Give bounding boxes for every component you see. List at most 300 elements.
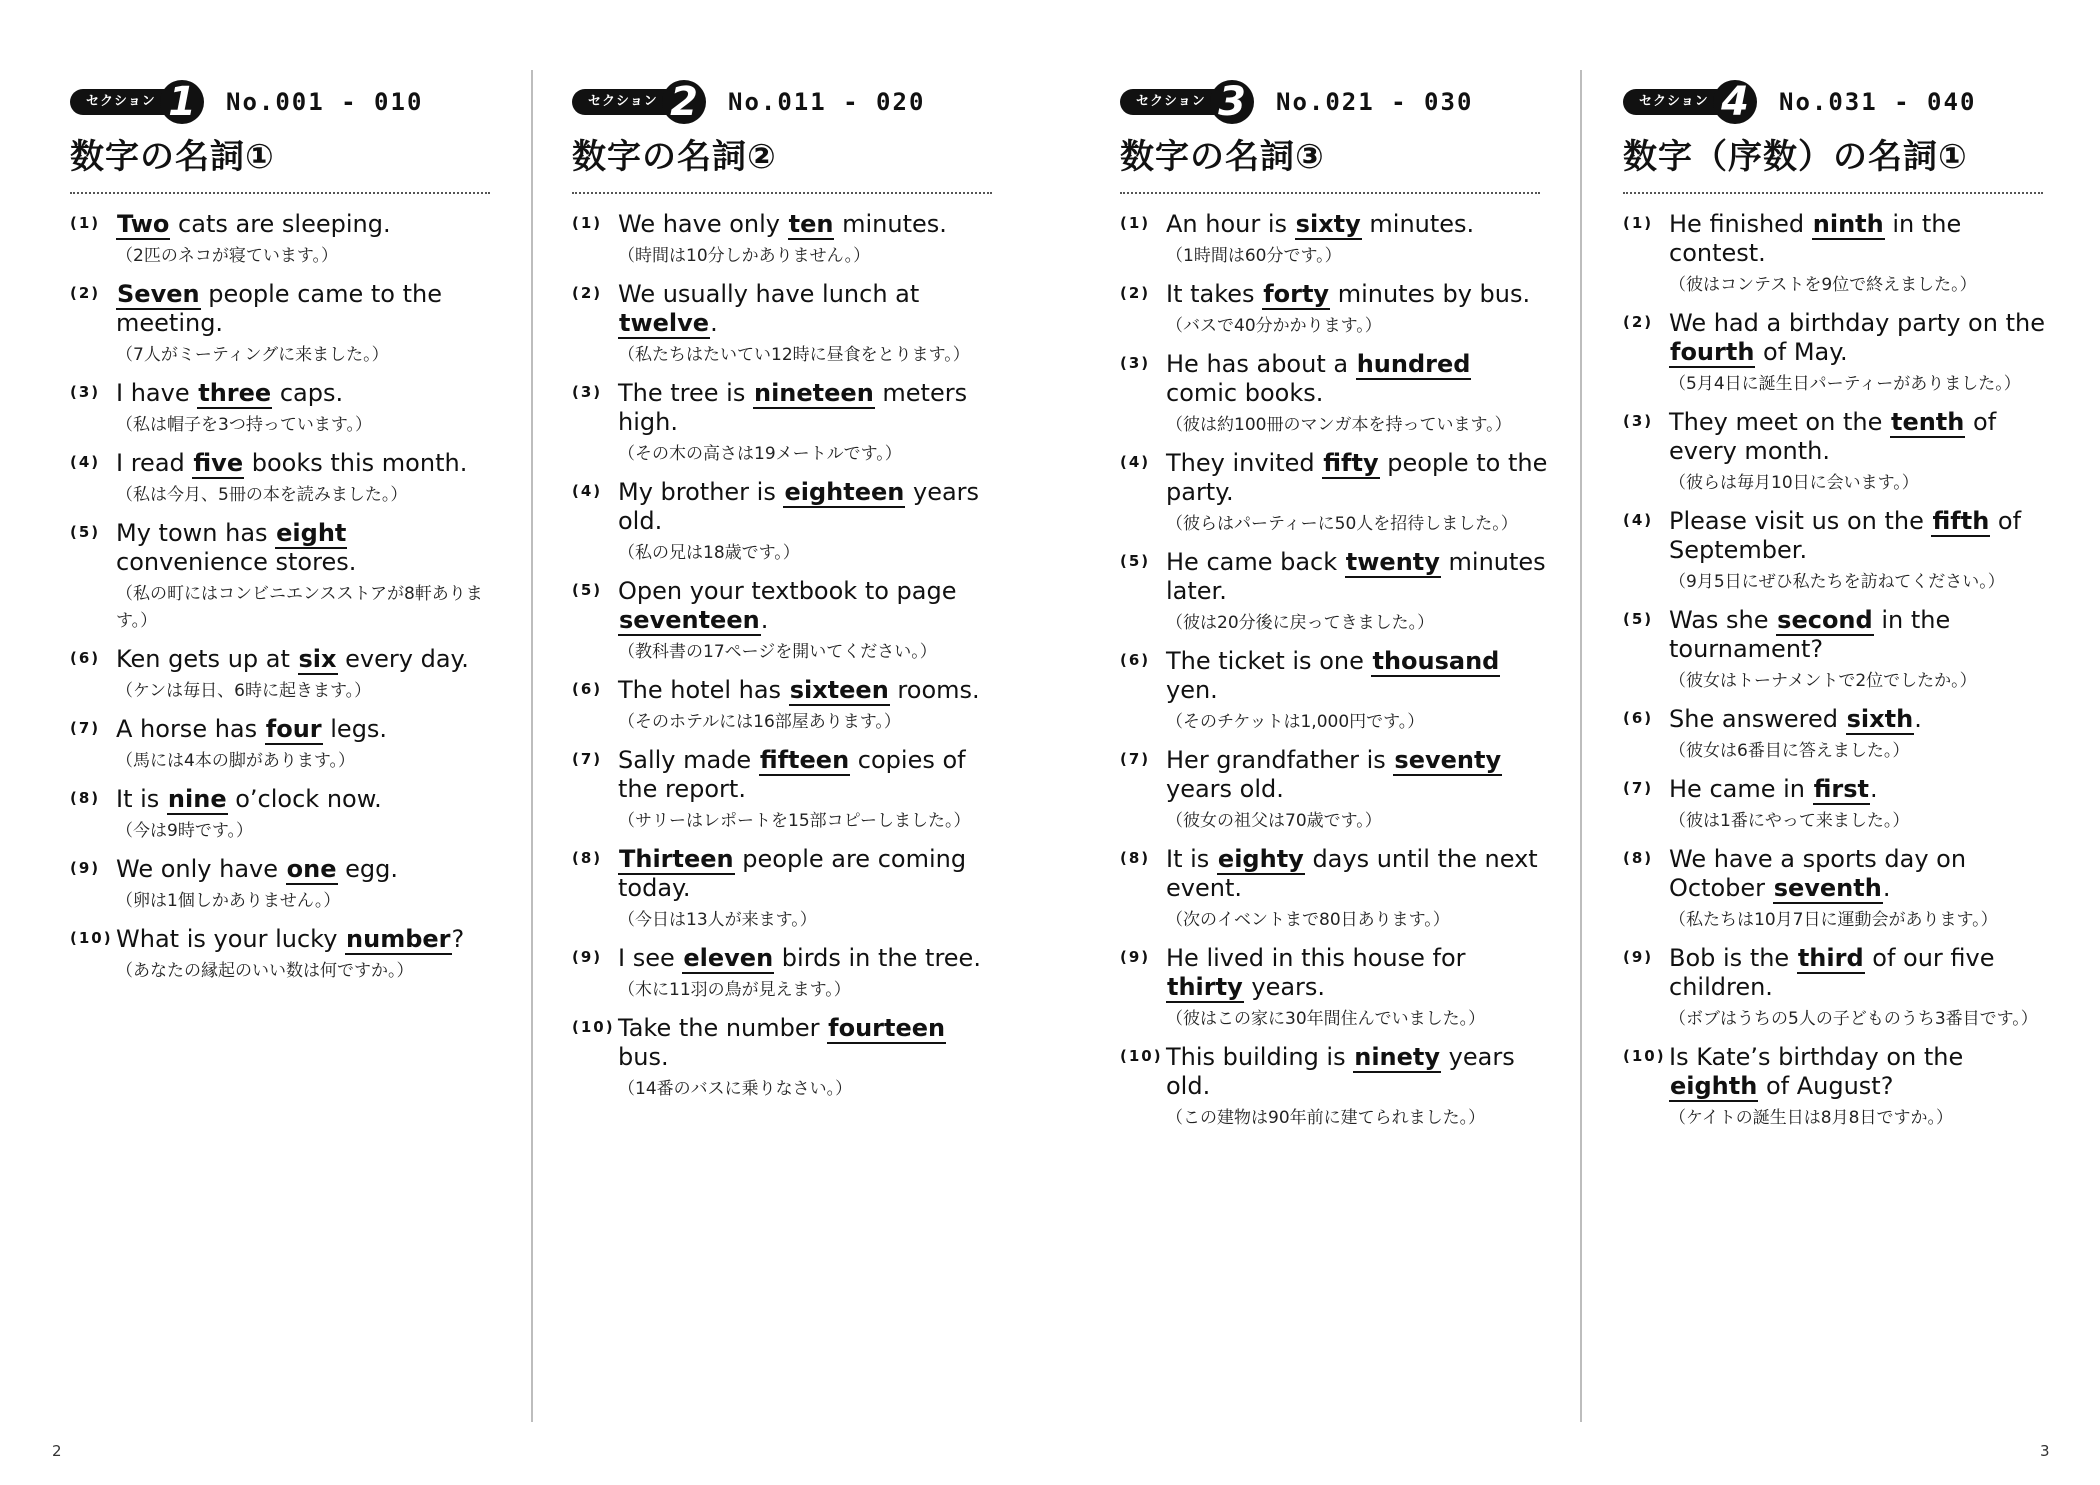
- english-sentence: [1166, 280, 1550, 309]
- item-number: (2): [1120, 284, 1151, 302]
- section-number: 1: [160, 80, 204, 124]
- item-number: (8): [1623, 849, 1654, 867]
- japanese-translation: （ケンは毎日、6時に起きます。）: [116, 681, 372, 701]
- english-sentence: [1669, 845, 2053, 903]
- item-number: (4): [1623, 511, 1654, 529]
- english-sentence: [116, 449, 500, 478]
- sentence-before: He came back: [1166, 548, 1345, 576]
- section-title: 数字（序数）の名詞①: [1623, 137, 1968, 177]
- section-header: [1623, 79, 2053, 125]
- japanese-translation: （彼は1番にやって来ました。）: [1669, 811, 1910, 831]
- sentence-before: He has about a: [1166, 350, 1356, 378]
- answer-word: second: [1777, 606, 1873, 634]
- sentence-after: in the contest.: [1669, 210, 1962, 267]
- answer-word: one: [286, 855, 337, 883]
- answer-word: ten: [788, 210, 834, 238]
- sentence-before: It is: [116, 785, 167, 813]
- item-number: (4): [70, 453, 101, 471]
- item-number: (4): [572, 482, 603, 500]
- item-number: (6): [1623, 709, 1654, 727]
- list-item: [1623, 1043, 2053, 1132]
- section-title: 数字の名詞③: [1120, 137, 1325, 177]
- answer-word: thirty: [1167, 973, 1243, 1001]
- sentence-after: o’clock now.: [227, 785, 382, 813]
- item-number: (1): [70, 214, 101, 232]
- sentence-before: A horse has: [116, 715, 265, 743]
- answer-word: Seven: [117, 280, 200, 308]
- list-item: [1120, 350, 1550, 439]
- section-column: [1623, 79, 2053, 1142]
- japanese-translation: （彼らはパーティーに50人を招待しました。）: [1166, 514, 1518, 534]
- list-item: [1623, 408, 2053, 497]
- list-item: [1623, 845, 2053, 934]
- english-sentence: [1166, 746, 1550, 804]
- sentence-before: We usually have lunch at: [618, 280, 920, 308]
- list-item: [1120, 548, 1550, 637]
- english-sentence: [618, 478, 1002, 536]
- sentence-before: What is your lucky: [116, 925, 346, 953]
- list-item: [572, 845, 1002, 934]
- item-number: (3): [1623, 412, 1654, 430]
- sentence-after: meters high.: [618, 379, 968, 436]
- list-item: [572, 280, 1002, 369]
- section-range: No.011 - 020: [728, 88, 926, 116]
- section-column: [572, 79, 1002, 1113]
- english-sentence: [1669, 309, 2053, 367]
- english-sentence: [618, 676, 1002, 705]
- japanese-translation: （彼女の祖父は70歳です。）: [1166, 811, 1382, 831]
- section-range: No.031 - 040: [1779, 88, 1977, 116]
- sentence-before: They invited: [1166, 449, 1323, 477]
- answer-word: fifteen: [759, 746, 850, 774]
- sentence-after: years old.: [1166, 775, 1284, 803]
- sentence-before: My town has: [116, 519, 276, 547]
- item-list: [1120, 210, 1550, 1132]
- list-item: [1623, 210, 2053, 299]
- sentence-before: I see: [618, 944, 683, 972]
- japanese-translation: （彼女は6番目に答えました。）: [1669, 741, 1910, 761]
- japanese-translation: （時間は10分しかありません。）: [618, 246, 871, 266]
- list-item: [70, 280, 500, 369]
- item-number: (6): [572, 680, 603, 698]
- item-number: (10): [1623, 1047, 1666, 1065]
- english-sentence: [116, 519, 500, 577]
- section-badge-label: セクション: [572, 89, 682, 115]
- dotted-divider: [70, 192, 490, 194]
- answer-word: eighty: [1217, 845, 1304, 873]
- sentence-before: Her grandfather is: [1166, 746, 1394, 774]
- japanese-translation: （私の町にはコンビニエンスストアが8軒あります。）: [116, 584, 483, 631]
- japanese-translation: （9月5日にぜひ私たちを訪ねてください。）: [1669, 572, 2005, 592]
- answer-word: fifth: [1932, 507, 1990, 535]
- sentence-before: I read: [116, 449, 193, 477]
- japanese-translation: （この建物は90年前に建てられました。）: [1166, 1108, 1486, 1128]
- japanese-translation: （2匹のネコが寝ています。）: [116, 246, 338, 266]
- answer-word: four: [265, 715, 322, 743]
- english-sentence: [116, 785, 500, 814]
- sentence-before: I have: [116, 379, 198, 407]
- item-number: (8): [1120, 849, 1151, 867]
- japanese-translation: （彼らは毎月10日に会います。）: [1669, 473, 1919, 493]
- sentence-after: minutes later.: [1166, 548, 1546, 605]
- item-number: (7): [1623, 779, 1654, 797]
- japanese-translation: （あなたの縁起のいい数は何ですか。）: [116, 961, 414, 981]
- item-number: (1): [572, 214, 603, 232]
- answer-word: Thirteen: [619, 845, 734, 873]
- sentence-before: Sally made: [618, 746, 759, 774]
- japanese-translation: （私たちはたいてい12時に昼食をとります。）: [618, 345, 970, 365]
- item-number: (5): [70, 523, 101, 541]
- sentence-after: convenience stores.: [116, 548, 357, 576]
- list-item: [1120, 845, 1550, 934]
- sentence-after: cats are sleeping.: [170, 210, 391, 238]
- list-item: [70, 449, 500, 509]
- sentence-before: She answered: [1669, 705, 1846, 733]
- japanese-translation: （5月4日に誕生日パーティーがありました。）: [1669, 374, 2021, 394]
- japanese-translation: （私は今月、5冊の本を読みました。）: [116, 485, 408, 505]
- list-item: [1120, 1043, 1550, 1132]
- item-number: (5): [1623, 610, 1654, 628]
- item-number: (9): [1623, 948, 1654, 966]
- list-item: [70, 519, 500, 635]
- sentence-before: Is Kate’s birthday on the: [1669, 1043, 1964, 1071]
- page-number-left: 2: [52, 1442, 62, 1460]
- answer-word: number: [346, 925, 451, 953]
- section-badge-label: セクション: [1120, 89, 1230, 115]
- item-number: (7): [572, 750, 603, 768]
- japanese-translation: （彼女はトーナメントで2位でしたか。）: [1669, 671, 1977, 691]
- dotted-divider: [1623, 192, 2043, 194]
- list-item: [70, 785, 500, 845]
- item-number: (8): [572, 849, 603, 867]
- answer-word: eighteen: [784, 478, 905, 506]
- list-item: [572, 676, 1002, 736]
- sentence-after: people to the party.: [1166, 449, 1548, 506]
- item-number: (9): [1120, 948, 1151, 966]
- item-list: [1623, 210, 2053, 1132]
- sentence-before: This building is: [1166, 1043, 1354, 1071]
- english-sentence: [116, 210, 500, 239]
- japanese-translation: （14番のバスに乗りなさい。）: [618, 1079, 853, 1099]
- english-sentence: [1166, 944, 1550, 1002]
- item-number: (5): [1120, 552, 1151, 570]
- english-sentence: [116, 715, 500, 744]
- sentence-after: days until the next event.: [1166, 845, 1538, 902]
- list-item: [1120, 746, 1550, 835]
- list-item: [1120, 280, 1550, 340]
- japanese-translation: （馬には4本の脚があります。）: [116, 751, 355, 771]
- sentence-before: An hour is: [1166, 210, 1295, 238]
- dotted-divider: [1120, 192, 1540, 194]
- sentence-after: years.: [1243, 973, 1326, 1001]
- sentence-before: We only have: [116, 855, 286, 883]
- item-number: (6): [1120, 651, 1151, 669]
- item-number: (9): [572, 948, 603, 966]
- english-sentence: [116, 645, 500, 674]
- list-item: [1623, 775, 2053, 835]
- sentence-before: He lived in this house for: [1166, 944, 1466, 972]
- english-sentence: [116, 925, 500, 954]
- answer-word: ninety: [1354, 1043, 1441, 1071]
- item-number: (10): [572, 1018, 615, 1036]
- list-item: [572, 1014, 1002, 1103]
- item-number: (7): [1120, 750, 1151, 768]
- english-sentence: [618, 210, 1002, 239]
- answer-word: ninth: [1812, 210, 1884, 238]
- section-number: 4: [1713, 80, 1757, 124]
- sentence-after: legs.: [322, 715, 388, 743]
- item-number: (10): [70, 929, 113, 947]
- section-column: [1120, 79, 1550, 1142]
- english-sentence: [1669, 408, 2053, 466]
- list-item: [1120, 210, 1550, 270]
- english-sentence: [618, 280, 1002, 338]
- sentence-after: years old.: [1166, 1043, 1515, 1100]
- japanese-translation: （今は9時です。）: [116, 821, 253, 841]
- english-sentence: [1166, 647, 1550, 705]
- item-number: (5): [572, 581, 603, 599]
- item-number: (10): [1120, 1047, 1163, 1065]
- english-sentence: [116, 280, 500, 338]
- english-sentence: [1166, 1043, 1550, 1101]
- page-number-right: 3: [2040, 1442, 2050, 1460]
- english-sentence: [618, 577, 1002, 635]
- list-item: [1120, 647, 1550, 736]
- list-item: [70, 645, 500, 705]
- item-number: (2): [572, 284, 603, 302]
- sentence-after: egg.: [337, 855, 398, 883]
- sentence-after: minutes by bus.: [1330, 280, 1531, 308]
- japanese-translation: （バスで40分かかります。）: [1166, 316, 1382, 336]
- sentence-after: .: [1882, 874, 1891, 902]
- section-number: 3: [1210, 80, 1254, 124]
- sentence-before: They meet on the: [1669, 408, 1890, 436]
- english-sentence: [618, 379, 1002, 437]
- sentence-after: birds in the tree.: [774, 944, 981, 972]
- item-number: (3): [1120, 354, 1151, 372]
- item-list: [70, 210, 500, 985]
- list-item: [572, 379, 1002, 468]
- sentence-after: years old.: [618, 478, 980, 535]
- section-range: No.021 - 030: [1276, 88, 1474, 116]
- section-number: 2: [662, 80, 706, 124]
- sentence-before: He finished: [1669, 210, 1812, 238]
- answer-word: first: [1813, 775, 1870, 803]
- sentence-before: Ken gets up at: [116, 645, 298, 673]
- japanese-translation: （そのホテルには16部屋あります。）: [618, 712, 901, 732]
- list-item: [70, 925, 500, 985]
- sentence-after: yen.: [1166, 676, 1218, 704]
- answer-word: sixty: [1295, 210, 1361, 238]
- sentence-before: We have only: [618, 210, 788, 238]
- japanese-translation: （ケイトの誕生日は8月8日ですか。）: [1669, 1108, 1953, 1128]
- section-badge: [1120, 79, 1260, 125]
- section-badge-label: セクション: [70, 89, 180, 115]
- sentence-after: books this month.: [244, 449, 468, 477]
- sentence-after: .: [1870, 775, 1878, 803]
- answer-word: Two: [117, 210, 170, 238]
- list-item: [1120, 449, 1550, 538]
- english-sentence: [618, 746, 1002, 804]
- section-header: [70, 79, 500, 125]
- sentence-before: Was she: [1669, 606, 1777, 634]
- japanese-translation: （そのチケットは1,000円です。）: [1166, 712, 1425, 732]
- section-header: [572, 79, 1002, 125]
- sentence-before: It is: [1166, 845, 1217, 873]
- sentence-before: We have a sports day on October: [1669, 845, 1967, 902]
- sentence-before: The tree is: [618, 379, 753, 407]
- list-item: [572, 577, 1002, 666]
- sentence-after: caps.: [272, 379, 344, 407]
- answer-word: twenty: [1345, 548, 1440, 576]
- english-sentence: [618, 1014, 1002, 1072]
- list-item: [1623, 944, 2053, 1033]
- item-number: (1): [1120, 214, 1151, 232]
- answer-word: eighth: [1670, 1072, 1758, 1100]
- list-item: [70, 715, 500, 775]
- answer-word: fifty: [1323, 449, 1379, 477]
- answer-word: seventeen: [619, 606, 760, 634]
- section-badge: [572, 79, 712, 125]
- section-badge: [70, 79, 210, 125]
- sentence-after: of September.: [1669, 507, 2022, 564]
- sentence-after: .: [760, 606, 769, 634]
- answer-word: seventy: [1394, 746, 1502, 774]
- list-item: [1623, 309, 2053, 398]
- list-item: [1623, 705, 2053, 765]
- sentence-after: rooms.: [889, 676, 980, 704]
- section-badge: [1623, 79, 1763, 125]
- sentence-before: Bob is the: [1669, 944, 1797, 972]
- answer-word: tenth: [1890, 408, 1965, 436]
- sentence-after: of May.: [1755, 338, 1848, 366]
- answer-word: eleven: [683, 944, 774, 972]
- answer-word: hundred: [1356, 350, 1471, 378]
- sentence-after: ?: [451, 925, 465, 953]
- section-title: 数字の名詞②: [572, 137, 777, 177]
- answer-word: sixth: [1846, 705, 1914, 733]
- japanese-translation: （卵は1個しかありません。）: [116, 891, 341, 911]
- item-number: (7): [70, 719, 101, 737]
- japanese-translation: （サリーはレポートを15部コピーしました。）: [618, 811, 971, 831]
- answer-word: third: [1797, 944, 1864, 972]
- dotted-divider: [572, 192, 992, 194]
- sentence-after: of our five children.: [1669, 944, 1995, 1001]
- section-header: [1120, 79, 1550, 125]
- japanese-translation: （7人がミーティングに来ました。）: [116, 345, 389, 365]
- section-title: 数字の名詞①: [70, 137, 275, 177]
- japanese-translation: （私の兄は18歳です。）: [618, 543, 800, 563]
- answer-word: nine: [167, 785, 227, 813]
- answer-word: twelve: [619, 309, 710, 337]
- answer-word: nineteen: [753, 379, 874, 407]
- answer-word: seventh: [1773, 874, 1882, 902]
- answer-word: five: [193, 449, 244, 477]
- sentence-after: bus.: [618, 1043, 669, 1071]
- list-item: [1120, 944, 1550, 1033]
- list-item: [572, 478, 1002, 567]
- english-sentence: [1669, 705, 2053, 734]
- english-sentence: [1166, 548, 1550, 606]
- japanese-translation: （次のイベントまで80日あります。）: [1166, 910, 1450, 930]
- list-item: [70, 210, 500, 270]
- sentence-after: minutes.: [834, 210, 947, 238]
- answer-word: fourth: [1670, 338, 1755, 366]
- item-list: [572, 210, 1002, 1103]
- japanese-translation: （私は帽子を3つ持っています。）: [116, 415, 372, 435]
- sentence-before: Please visit us on the: [1669, 507, 1932, 535]
- item-number: (2): [1623, 313, 1654, 331]
- item-number: (9): [70, 859, 101, 877]
- item-number: (2): [70, 284, 101, 302]
- item-number: (1): [1623, 214, 1654, 232]
- list-item: [1623, 606, 2053, 695]
- list-item: [70, 379, 500, 439]
- english-sentence: [1166, 210, 1550, 239]
- list-item: [572, 944, 1002, 1004]
- japanese-translation: （彼はコンテストを9位で終えました。）: [1669, 275, 1977, 295]
- english-sentence: [618, 944, 1002, 973]
- sentence-before: Open your textbook to page: [618, 577, 957, 605]
- english-sentence: [1669, 606, 2053, 664]
- japanese-translation: （彼は20分後に戻ってきました。）: [1166, 613, 1435, 633]
- english-sentence: [1669, 507, 2053, 565]
- sentence-after: minutes.: [1361, 210, 1475, 238]
- sentence-before: The hotel has: [618, 676, 789, 704]
- sentence-before: My brother is: [618, 478, 784, 506]
- sentence-before: We had a birthday party on the: [1669, 309, 2045, 337]
- sentence-after: people came to the meeting.: [116, 280, 442, 337]
- list-item: [70, 855, 500, 915]
- section-range: No.001 - 010: [226, 88, 424, 116]
- sentence-after: in the tournament?: [1669, 606, 1951, 663]
- english-sentence: [1166, 845, 1550, 903]
- item-number: (3): [70, 383, 101, 401]
- section-column: [70, 79, 500, 995]
- sentence-after: comic books.: [1166, 379, 1324, 407]
- japanese-translation: （1時間は60分です。）: [1166, 246, 1342, 266]
- column-divider: [531, 70, 533, 1422]
- english-sentence: [618, 845, 1002, 903]
- english-sentence: [116, 855, 500, 884]
- sentence-after: people are coming today.: [618, 845, 967, 902]
- list-item: [572, 210, 1002, 270]
- answer-word: forty: [1263, 280, 1330, 308]
- item-number: (8): [70, 789, 101, 807]
- sentence-after: copies of the report.: [618, 746, 966, 803]
- english-sentence: [116, 379, 500, 408]
- japanese-translation: （教科書の17ページを開いてください。）: [618, 642, 937, 662]
- section-badge-label: セクション: [1623, 89, 1733, 115]
- sentence-before: He came in: [1669, 775, 1813, 803]
- item-number: (3): [572, 383, 603, 401]
- answer-word: three: [198, 379, 272, 407]
- answer-word: thousand: [1372, 647, 1500, 675]
- japanese-translation: （私たちは10月7日に運動会があります。）: [1669, 910, 1998, 930]
- sentence-before: The ticket is one: [1166, 647, 1372, 675]
- english-sentence: [1669, 944, 2053, 1002]
- item-number: (4): [1120, 453, 1151, 471]
- answer-word: six: [298, 645, 337, 673]
- sentence-before: Take the number: [618, 1014, 828, 1042]
- japanese-translation: （ボブはうちの5人の子どものうち3番目です。）: [1669, 1009, 2038, 1029]
- english-sentence: [1669, 1043, 2053, 1101]
- sentence-after: .: [710, 309, 718, 337]
- japanese-translation: （彼は約100冊のマンガ本を持っています。）: [1166, 415, 1512, 435]
- sentence-before: It takes: [1166, 280, 1263, 308]
- english-sentence: [1166, 350, 1550, 408]
- item-number: (6): [70, 649, 101, 667]
